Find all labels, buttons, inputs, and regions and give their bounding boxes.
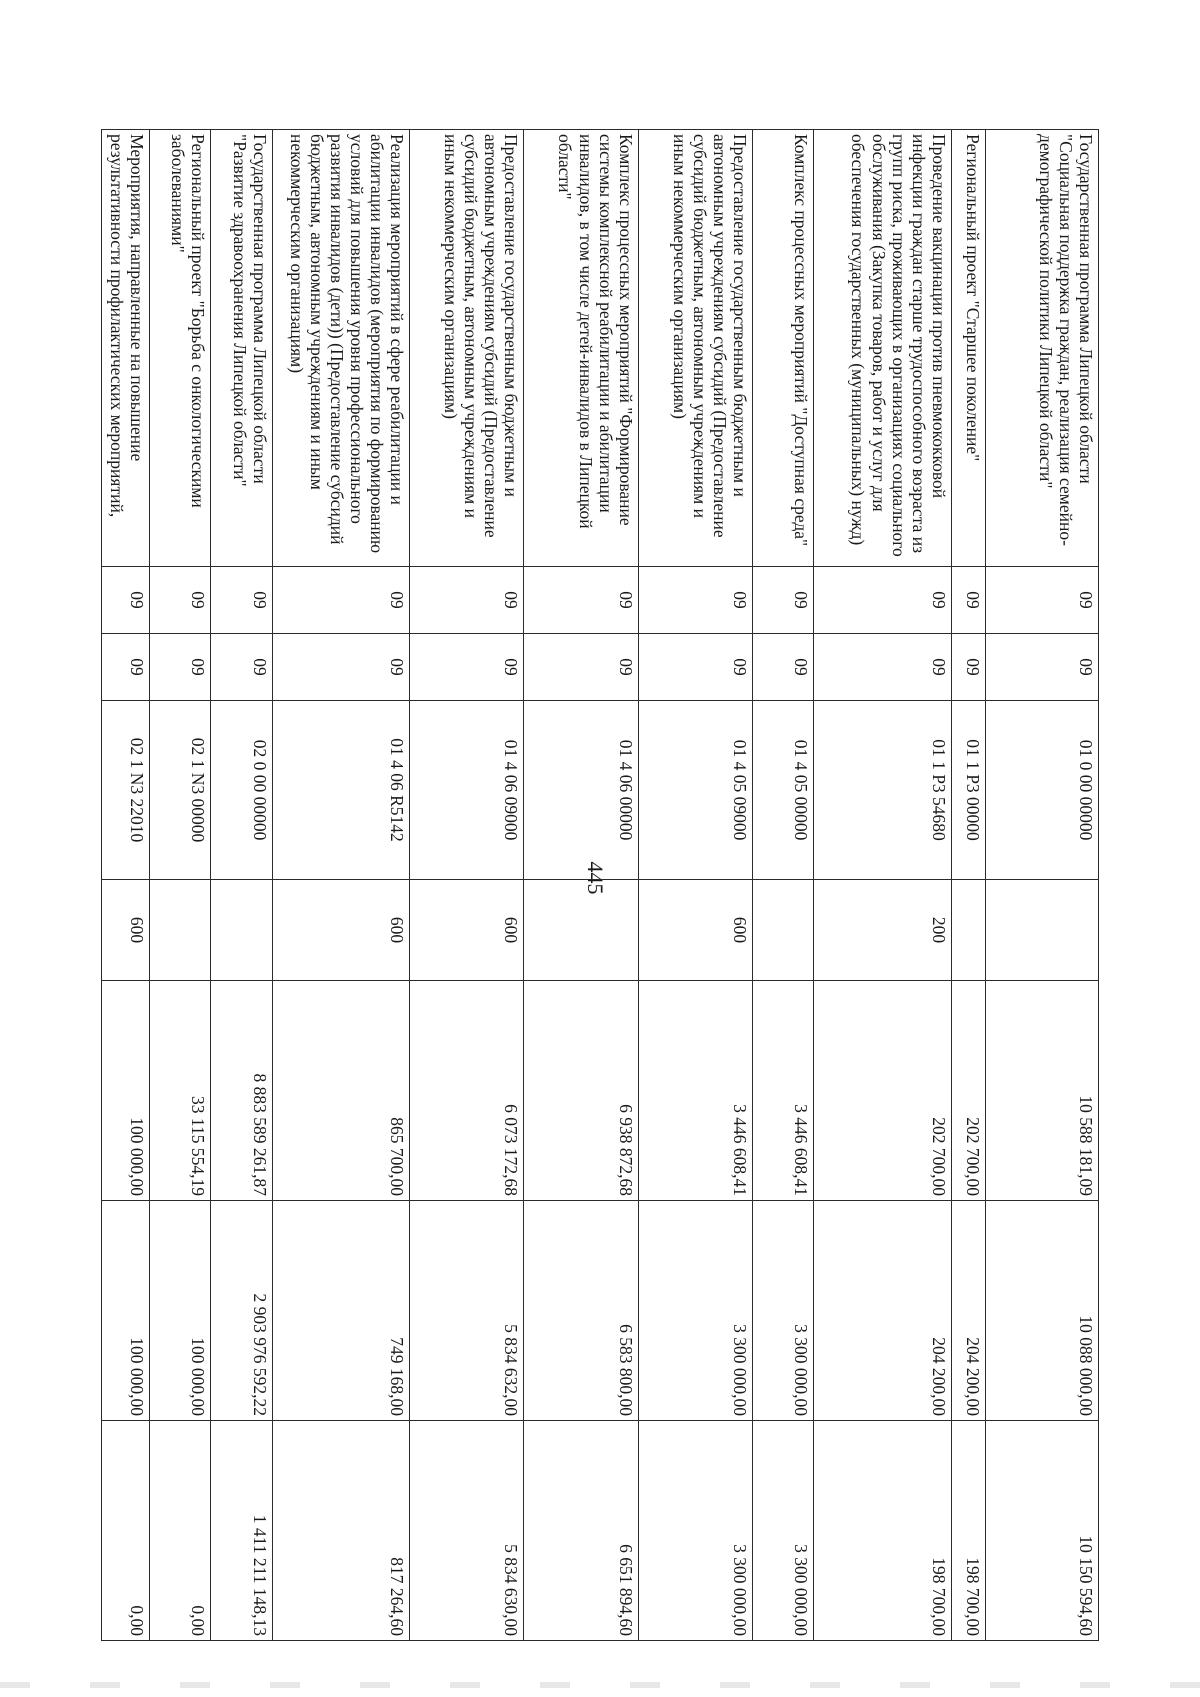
row-year3: 198 700,00 xyxy=(814,1420,952,1640)
row-ved: 09 xyxy=(410,566,524,633)
row-vr xyxy=(211,879,272,980)
row-year2: 6 583 800,00 xyxy=(524,1200,638,1420)
row-csr: 01 1 P3 00000 xyxy=(951,700,985,879)
row-year3: 0,00 xyxy=(102,1420,150,1640)
row-csr: 01 4 06 00000 xyxy=(524,700,638,879)
row-ved: 09 xyxy=(272,566,410,633)
row-vr xyxy=(524,879,638,980)
row-name: Государственная программа Липецкой области "Развитие здравоохранения Липецкой области" xyxy=(211,129,272,566)
row-vr xyxy=(985,879,1098,980)
page-number: 445 xyxy=(583,861,608,895)
row-csr: 02 1 N3 00000 xyxy=(149,700,210,879)
row-csr: 01 4 05 00000 xyxy=(753,700,814,879)
row-vr: 600 xyxy=(272,879,410,980)
row-name: Комплекс процессных мероприятий "Доступная среда" xyxy=(753,129,814,566)
table-row xyxy=(814,129,952,1640)
row-year1: 6 938 872,68 xyxy=(524,980,638,1200)
row-year2: 3 300 000,00 xyxy=(638,1200,752,1420)
row-rz: 09 xyxy=(951,633,985,700)
row-year3: 3 300 000,00 xyxy=(638,1420,752,1640)
row-csr: 01 4 05 09000 xyxy=(638,700,752,879)
row-csr: 02 1 N3 22010 xyxy=(102,700,150,879)
row-csr: 01 4 06 R5142 xyxy=(272,700,410,879)
row-name: Предоставление государственным бюджетным и автономным учреждениям субсидий (Предоставление субсидий бюджетным, автономным учреждениям и иным некоммерческим организациям) xyxy=(638,129,752,566)
row-year1: 6 073 172,68 xyxy=(410,980,524,1200)
table-row xyxy=(149,129,210,1640)
row-vr xyxy=(753,879,814,980)
row-name: Реализация мероприятий в сфере реабилитации и абилитации инвалидов (мероприятия по формированию условий для повышения уровня профессионального развития инвалидов (дети)) (Предоставление субсидий бюджетным, автономным учреждениям и иным некоммерческим организациям) xyxy=(272,129,410,566)
row-year1: 202 700,00 xyxy=(814,980,952,1200)
row-name: Региональный проект "Старшее поколение" xyxy=(951,129,985,566)
row-year3: 817 264,60 xyxy=(272,1420,410,1640)
budget-table-body xyxy=(102,129,1099,1640)
table-row xyxy=(211,129,272,1640)
row-year2: 204 200,00 xyxy=(951,1200,985,1420)
row-csr: 01 0 00 00000 xyxy=(985,700,1098,879)
table-row xyxy=(102,129,150,1640)
row-ved: 09 xyxy=(211,566,272,633)
budget-table-container xyxy=(101,129,1099,1636)
row-ved: 09 xyxy=(985,566,1098,633)
budget-table xyxy=(101,129,1099,1641)
row-year3: 5 834 630,00 xyxy=(410,1420,524,1640)
row-vr xyxy=(951,879,985,980)
row-name: Региональный проект "Борьба с онкологическими заболеваниями" xyxy=(149,129,210,566)
row-ved: 09 xyxy=(951,566,985,633)
row-vr xyxy=(149,879,210,980)
row-name: Предоставление государственным бюджетным и автономным учреждениям субсидий (Предоставление субсидий бюджетным, автономным учреждениям и иным некоммерческим организациям) xyxy=(410,129,524,566)
row-ved: 09 xyxy=(814,566,952,633)
row-rz: 09 xyxy=(638,633,752,700)
row-ved: 09 xyxy=(149,566,210,633)
row-year1: 8 883 589 261,87 xyxy=(211,980,272,1200)
row-vr: 600 xyxy=(102,879,150,980)
table-row xyxy=(524,129,638,1640)
row-year1: 100 000,00 xyxy=(102,980,150,1200)
row-year3: 1 411 211 148,13 xyxy=(211,1420,272,1640)
row-year3: 6 651 894,60 xyxy=(524,1420,638,1640)
row-ved: 09 xyxy=(638,566,752,633)
table-row xyxy=(410,129,524,1640)
row-name: Мероприятия, направленные на повышение результативности профилактических мероприятий, xyxy=(102,129,150,566)
row-year2: 204 200,00 xyxy=(814,1200,952,1420)
row-rz: 09 xyxy=(524,633,638,700)
table-row xyxy=(272,129,410,1640)
row-year2: 3 300 000,00 xyxy=(753,1200,814,1420)
row-year3: 0,00 xyxy=(149,1420,210,1640)
row-year2: 749 168,00 xyxy=(272,1200,410,1420)
row-rz: 09 xyxy=(753,633,814,700)
table-row xyxy=(985,129,1098,1640)
row-year2: 2 903 976 592,22 xyxy=(211,1200,272,1420)
row-rz: 09 xyxy=(814,633,952,700)
row-year2: 5 834 632,00 xyxy=(410,1200,524,1420)
table-row xyxy=(638,129,752,1640)
row-vr: 200 xyxy=(814,879,952,980)
row-year3: 3 300 000,00 xyxy=(753,1420,814,1640)
row-csr: 01 4 06 09000 xyxy=(410,700,524,879)
row-csr: 02 0 00 00000 xyxy=(211,700,272,879)
row-rz: 09 xyxy=(102,633,150,700)
row-ved: 09 xyxy=(753,566,814,633)
scan-edge-noise xyxy=(0,1682,1200,1688)
row-rz: 09 xyxy=(149,633,210,700)
row-year3: 198 700,00 xyxy=(951,1420,985,1640)
row-year1: 865 700,00 xyxy=(272,980,410,1200)
table-row xyxy=(951,129,985,1640)
table-row xyxy=(753,129,814,1640)
row-vr: 600 xyxy=(410,879,524,980)
row-year1: 33 115 554,19 xyxy=(149,980,210,1200)
row-csr: 01 1 P3 54680 xyxy=(814,700,952,879)
row-rz: 09 xyxy=(410,633,524,700)
row-year1: 10 588 181,09 xyxy=(985,980,1098,1200)
row-ved: 09 xyxy=(524,566,638,633)
row-name: Проведение вакцинации против пневмококковой инфекции граждан старше трудоспособного возраста из групп риска, проживающих в организациях социального обслуживания (Закупка товаров, работ и услуг для обеспечения государственных (муниципальных) нужд) xyxy=(814,129,952,566)
row-year3: 10 150 594,60 xyxy=(985,1420,1098,1640)
row-year2: 100 000,00 xyxy=(102,1200,150,1420)
row-ved: 09 xyxy=(102,566,150,633)
row-rz: 09 xyxy=(272,633,410,700)
row-year1: 202 700,00 xyxy=(951,980,985,1200)
row-year1: 3 446 608,41 xyxy=(753,980,814,1200)
row-year2: 100 000,00 xyxy=(149,1200,210,1420)
row-rz: 09 xyxy=(985,633,1098,700)
row-year2: 10 088 000,00 xyxy=(985,1200,1098,1420)
row-name: Государственная программа Липецкой области "Социальная поддержка граждан, реализация семейно-демографической политики Липецкой области" xyxy=(985,129,1098,566)
row-vr: 600 xyxy=(638,879,752,980)
row-name: Комплекс процессных мероприятий "Формирование системы комплексной реабилитации и абилитации инвалидов, в том числе детей-инвалидов в Липецкой области" xyxy=(524,129,638,566)
row-rz: 09 xyxy=(211,633,272,700)
row-year1: 3 446 608,41 xyxy=(638,980,752,1200)
